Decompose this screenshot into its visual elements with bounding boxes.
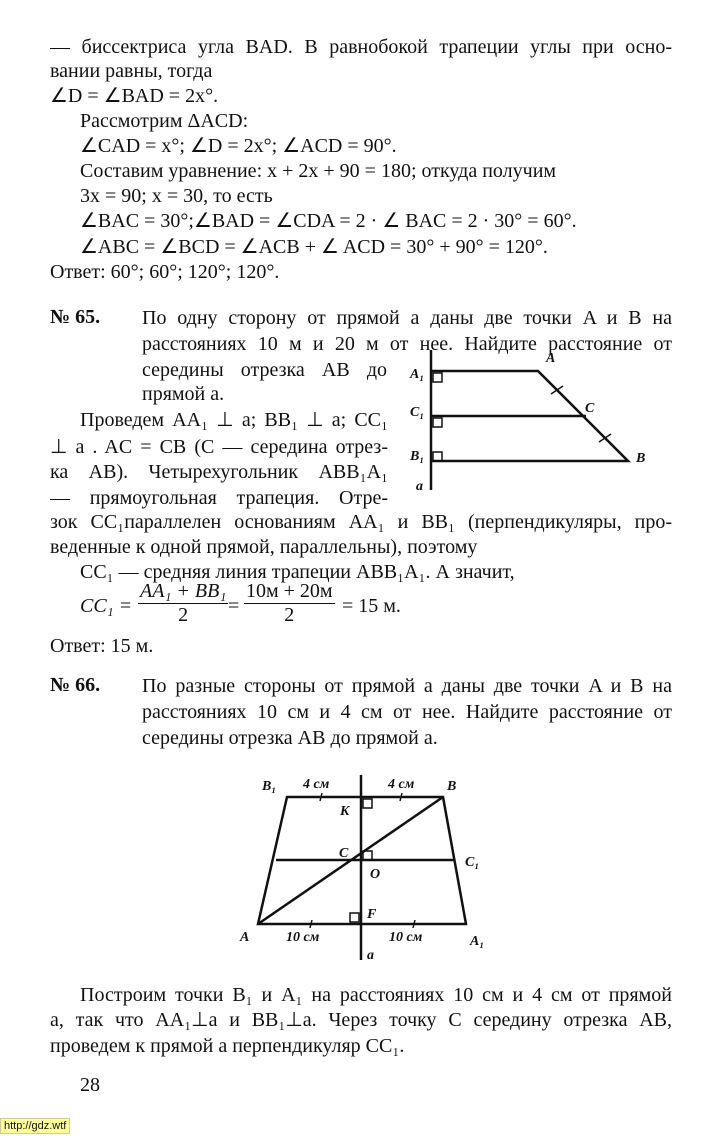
text-line: Проведем AA₁ ⊥ a; BB₁ ⊥ a; CC₁ (80, 409, 388, 431)
text-line: По одну сторону от прямой a даны две точки A и B на (142, 307, 672, 329)
text-line: середины отрезка AB до прямой a. (142, 727, 438, 749)
label-A: A (546, 351, 556, 366)
text-line: a, так что AA₁⊥a и BB₁⊥a. Через точку C середину отрезка AB, (50, 1009, 672, 1031)
text-line: ∠ABC = ∠BCD = ∠ACB + ∠ ACD = 30° + 90° = 120°. (80, 236, 548, 258)
text-line: веденные к одной прямой, параллельны), поэтому (50, 536, 478, 558)
label-A1: A₁ (410, 367, 425, 382)
text-line: середины отрезка AB до (142, 359, 387, 381)
text-line: Рассмотрим ΔACD: (80, 110, 249, 132)
formula-result: = 15 м. (342, 595, 401, 617)
label-4cm: 4 см (388, 777, 415, 792)
label-10cm: 10 см (286, 930, 320, 945)
label-C: C (585, 401, 595, 416)
answer-line: Ответ: 15 м. (50, 635, 154, 657)
denominator: 2 (284, 604, 295, 626)
formula-lhs: CC₁ = (80, 595, 133, 617)
denominator: 2 (178, 604, 189, 626)
label-A1: A₁ (470, 934, 485, 949)
text-line: 3x = 90; x = 30, то есть (80, 185, 273, 207)
label-C: C (339, 846, 349, 861)
label-4cm: 4 см (303, 777, 330, 792)
label-O: O (370, 867, 381, 882)
text-line: ка AB). Четырехугольник ABB₁A₁ (50, 461, 388, 483)
label-B: B (447, 779, 457, 794)
figure-65 (431, 350, 628, 490)
problem-number: № 66. (50, 674, 101, 696)
text-line: ⊥ a . AC = CB (C — середина отрез- (50, 436, 388, 458)
text-line: расстояниях 10 м и 20 м от нее. Найдите расстояние от (142, 333, 672, 355)
label-10cm: 10 см (389, 930, 423, 945)
text-line: расстояниях 10 см и 4 см от нее. Найдите расстояние от (142, 701, 672, 723)
label-a: a (416, 479, 423, 494)
label-K: K (340, 804, 350, 819)
text-line: Составим уравнение: x + 2x + 90 = 180; откуда получим (80, 160, 557, 182)
footer-link[interactable]: http://gdz.wtf (0, 1118, 70, 1134)
text-line: зок CC₁параллелен основаниям AA₁ и BB₁ (перпендикуляры, про- (50, 511, 672, 533)
label-F: F (367, 907, 377, 922)
text-line: CC₁ — средняя линия трапеции ABB₁A₁. А значит, (80, 561, 515, 583)
text-line: вании равны, тогда (50, 60, 213, 82)
text-line: ∠BAC = 30°;∠BAD = ∠CDA = 2 · ∠ BAC = 2 · 30° = 60°. (80, 210, 577, 232)
text-line: — биссектриса угла BAD. В равнобокой трапеции углы при осно- (50, 36, 672, 58)
page-number: 28 (80, 1074, 100, 1096)
label-B1: B₁ (410, 449, 425, 464)
answer-line: Ответ: 60°; 60°; 120°; 120°. (50, 261, 280, 283)
problem-number: № 65. (50, 306, 101, 328)
text-line: По разные стороны от прямой a даны две точки A и B на (142, 675, 672, 697)
numerator: AA₁ + BB₁ (140, 580, 227, 602)
equals: = (228, 595, 240, 617)
text-line: Построим точки B₁ и A₁ на расстояниях 10 см и 4 см от прямой (80, 984, 672, 1006)
label-a: a (367, 948, 374, 963)
text-line: проведем к прямой a перпендикуляр CC₁. (50, 1035, 405, 1057)
numerator: 10м + 20м (246, 580, 333, 602)
label-A: A (240, 930, 250, 945)
text-line: — прямоугольная трапеция. Отре- (50, 487, 388, 509)
label-B: B (636, 451, 646, 466)
label-C1: C₁ (465, 855, 480, 870)
text-line: ∠D = ∠BAD = 2x°. (50, 85, 219, 107)
label-B1: B₁ (262, 779, 277, 794)
text-line: ∠CAD = x°; ∠D = 2x°; ∠ACD = 90°. (80, 135, 397, 157)
text-line: прямой a. (142, 383, 225, 405)
label-C1: C₁ (410, 405, 425, 420)
